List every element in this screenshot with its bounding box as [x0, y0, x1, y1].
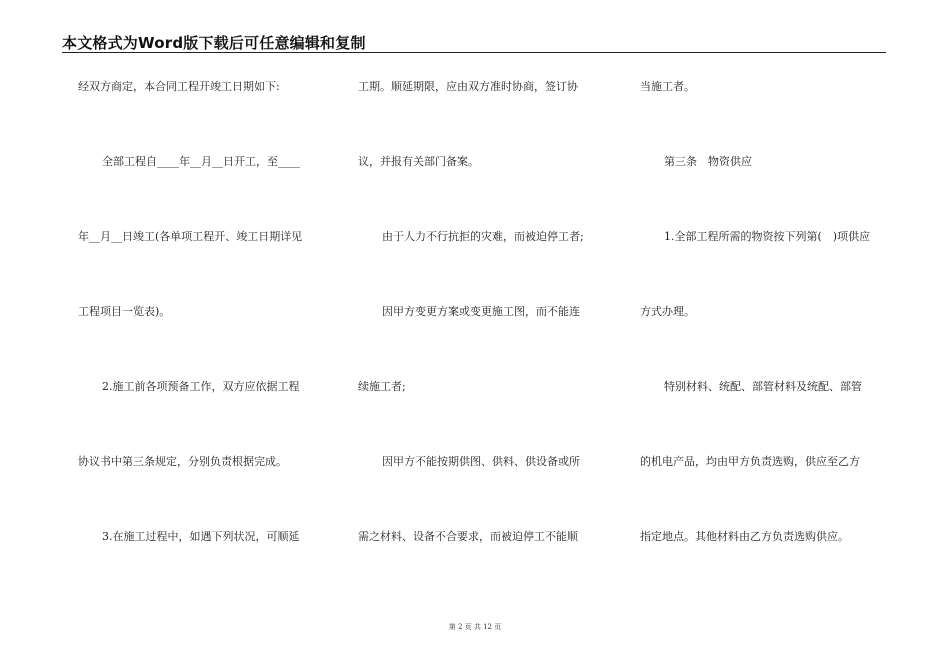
paragraph-line: 特别材料、统配、部管材料及统配、部管	[664, 380, 862, 393]
section-heading: 第三条 物资供应	[664, 155, 752, 168]
document-header-title: 本文格式为Word版下载后可任意编辑和复制	[62, 34, 366, 52]
paragraph-line: 3.在施工过程中，如遇下列状况，可顺延	[102, 530, 300, 543]
page-number: 第 2 页 共 12 页	[448, 623, 502, 631]
paragraph-line: 由于人力不行抗拒的灾难，而被迫停工者;	[382, 230, 584, 243]
paragraph-line: 全部工程自____年__月__日开工，至____	[102, 155, 300, 168]
paragraph-line: 议，并报有关部门备案。	[358, 155, 479, 168]
paragraph-line: 年__月__日竣工(各单项工程开、竣工日期详见	[78, 230, 303, 243]
paragraph-line: 经双方商定，本合同工程开竣工日期如下:	[78, 80, 280, 93]
paragraph-line: 因甲方不能按期供图、供料、供设备或所	[382, 455, 580, 468]
paragraph-line: 协议书中第三条规定，分别负责根据完成。	[78, 455, 287, 468]
paragraph-line: 工程项目一览表)。	[78, 305, 171, 318]
paragraph-line: 需之材料、设备不合要求，而被迫停工不能顺	[358, 530, 578, 543]
paragraph-line: 1.全部工程所需的物资按下列第( )项供应	[664, 230, 871, 243]
paragraph-line: 当施工者。	[640, 80, 695, 93]
paragraph-line: 2.施工前各项预备工作，双方应依据工程	[102, 380, 300, 393]
paragraph-line: 因甲方变更方案或变更施工图，而不能连	[382, 305, 580, 318]
paragraph-line: 续施工者;	[358, 380, 406, 393]
header-divider	[62, 52, 886, 53]
paragraph-line: 的机电产品，均由甲方负责选购，供应至乙方	[640, 455, 860, 468]
paragraph-line: 方式办理。	[640, 305, 695, 318]
paragraph-line: 工期。顺延期限，应由双方准时协商，签订协	[358, 80, 578, 93]
paragraph-line: 指定地点。其他材料由乙方负责选购供应。	[640, 530, 849, 543]
